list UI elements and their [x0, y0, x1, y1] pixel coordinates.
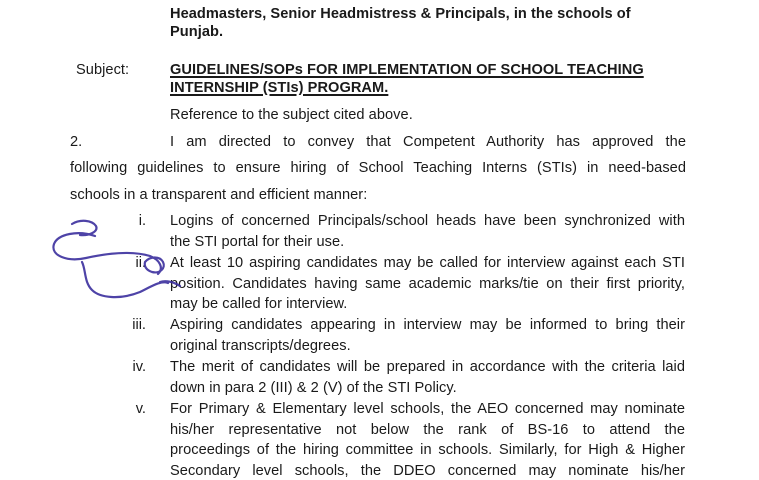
recipients-line-1: Headmasters, Senior Headmistress & Principals, in the schools of [170, 6, 631, 22]
item-line: Logins of concerned Principals/school heads have been synchronized with [170, 213, 685, 229]
para-line-3: schools in a transparent and efficient manner: [70, 187, 368, 203]
item-line: proceedings of the hiring committee in schools. Similarly, for High & Higher [170, 442, 685, 458]
item-number: v. [135, 401, 146, 417]
item-line: the STI portal for their use. [170, 234, 345, 250]
item-line: Aspiring candidates appearing in interview may be informed to bring their [170, 317, 685, 333]
item-line: For Primary & Elementary level schools, the AEO concerned may nominate [170, 401, 685, 417]
recipients-line-2: Punjab. [170, 24, 224, 40]
item-number: iii. [132, 317, 146, 333]
subject-label: Subject: [76, 62, 130, 78]
item-number: iv. [132, 359, 146, 375]
item-number: i. [138, 213, 146, 229]
para-line-2: following guidelines to ensure hiring of School Teaching Interns (STIs) in need-based [70, 160, 686, 176]
item-line: The merit of candidates will be prepared in accordance with the criteria laid [170, 359, 685, 375]
item-line: position. Candidates having same academic marks/tie on their first priority, [170, 276, 685, 292]
item-line: original transcripts/degrees. [170, 338, 351, 354]
item-line: his/her representative not below the rank of BS-16 to attend the [170, 422, 685, 438]
item-number: ii. [135, 255, 146, 271]
item-line: down in para 2 (III) & 2 (V) of the STI Policy. [170, 380, 457, 396]
subject-line-2: INTERNSHIP (STIs) PROGRAM. [170, 80, 389, 96]
item-line: may be called for interview. [170, 296, 348, 312]
reference-text: Reference to the subject cited above. [170, 107, 413, 123]
item-line: At least 10 aspiring candidates may be called for interview against each STI [170, 255, 685, 271]
para-number: 2. [70, 134, 83, 150]
item-line: Secondary level schools, the DDEO concerned may nominate his/her [170, 463, 685, 479]
subject-line-1: GUIDELINES/SOPs FOR IMPLEMENTATION OF SCHOOL TEACHING [170, 62, 644, 78]
para-line-1: I am directed to convey that Competent Authority has approved the [170, 134, 686, 150]
